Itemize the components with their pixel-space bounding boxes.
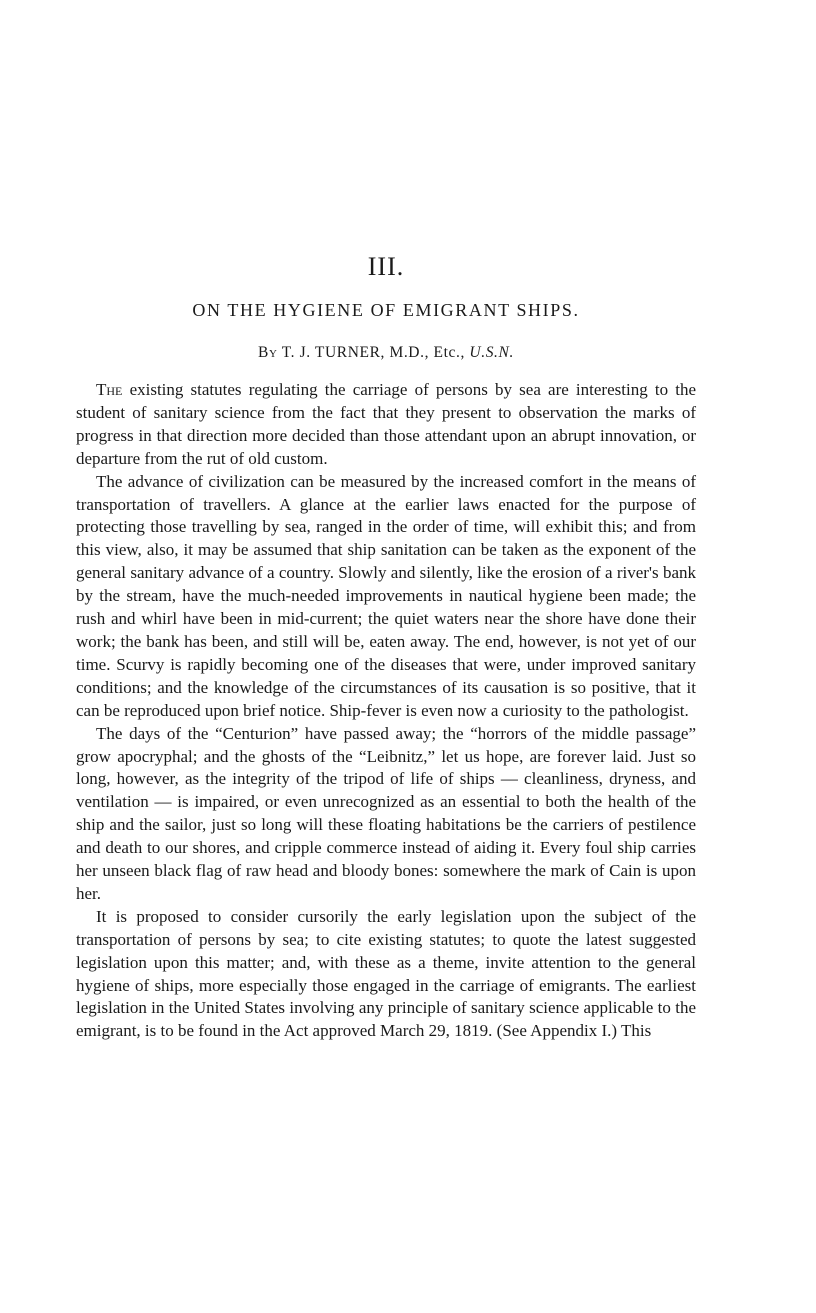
paragraph: The advance of civilization can be measured by the increased comfort in the means of transportation of travellers. A glance at the earlier laws enacted for the purpose of protecting those travelling by sea, ranged in the order of time, will exhibit this; and from this view, also, it may be assumed that ship sanitation can be taken as the exponent of the general sanitary advance of a country. Slowly and silently, like the erosion of a river's bank by the stream, have the much-needed improvements in nautical hygiene been made; the rush and whirl have been in mid-current; the quiet waters near the shore have done their work; the bank has been, and still will be, eaten away. The end, however, is not yet of our time. Scurvy is rapidly becoming one of the diseases that were, under improved sanitary conditions; and the knowledge of the circumstances of its causation is so positive, that it can be reproduced upon brief notice. Ship-fever is even now a curiosity to the pathologist. xyxy=(76,471,696,720)
byline xyxy=(0,344,772,362)
paragraph: It is proposed to consider cursorily the early legislation upon the subject of the transportation of persons by sea; to cite existing statutes; to quote the latest suggested legislation upon this matter; and, with these as a theme, invite attention to the general hygiene of ships, more especially those engaged in the carriage of emigrants. The earliest legislation in the United States involving any principle of sanitary science applicable to the emigrant, is to be found in the Act approved March 29, 1819. (See Appendix I.) This xyxy=(76,906,696,1041)
byline-prefix: By xyxy=(258,344,278,361)
paragraph xyxy=(76,379,696,471)
paragraph: The days of the “Centurion” have passed away; the “horrors of the middle passage” grow apocryphal; and the ghosts of the “Leibnitz,” let us hope, are forever laid. Just so long, however, as the integrity of the tripod of life of ships — cleanliness, dryness, and ventilation — is impaired, or even unrecognized as an essential to both the health of the ship and the sailor, just so long will these floating habitations be the carriers of pestilence and death to our shores, and cripple commerce instead of aiding it. Every foul ship carries her unseen black flag of raw head and bloody bones: somewhere the mark of Cain is upon her. xyxy=(76,723,696,903)
paragraph-text: existing statutes regulating the carriage of persons by sea are interesting to the student of sanitary science from the fact that they present to observation the marks of progress in that direction more decided than those attendant upon an abrupt innovation, or departure from the rut of old custom. xyxy=(76,380,697,468)
paragraph-lead-in: The xyxy=(96,380,123,399)
chapter-number: III. xyxy=(367,252,405,281)
byline-service: U.S.N. xyxy=(469,344,514,361)
byline-author: T. J. TURNER, M.D., Etc., xyxy=(281,344,465,361)
article-title: ON THE HYGIENE OF EMIGRANT SHIPS. xyxy=(192,300,580,320)
article-body xyxy=(76,379,696,1043)
